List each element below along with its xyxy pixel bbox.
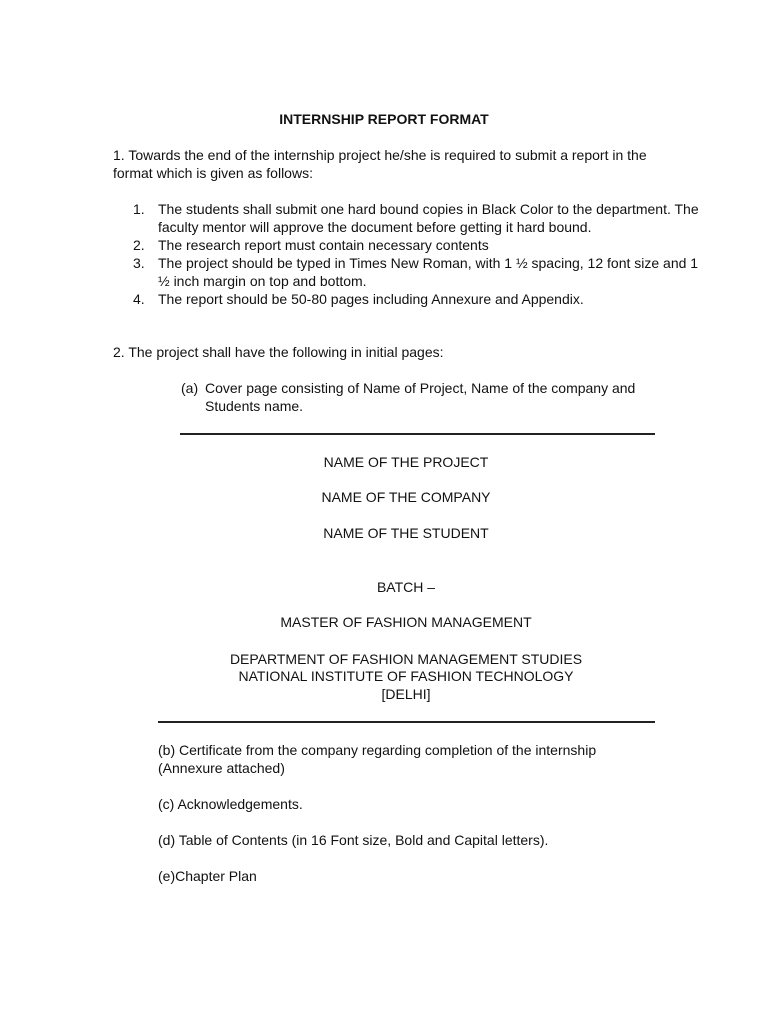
list-item-number: 1.	[133, 201, 145, 217]
list-item	[133, 290, 703, 308]
list-item	[133, 254, 703, 290]
cover-batch: BATCH –	[376, 579, 436, 595]
list-item	[133, 200, 703, 236]
list-item-text: The project should be typed in Times New Roman, with 1 ½ spacing, 12 font size and 1 ½ inch margin on top and bottom.	[158, 255, 699, 289]
cover-top-divider	[180, 433, 655, 435]
item-a	[181, 379, 651, 415]
list-item-number: 4.	[133, 291, 145, 307]
item-a-text: Cover page consisting of Name of Project, Name of the company and Students name.	[205, 380, 636, 414]
item-b: (b) Certificate from the company regarding completion of the internship (Annexure attached)	[158, 742, 597, 776]
section-1-intro: 1. Towards the end of the internship project he/she is required to submit a report in the format which is given as follows:	[113, 147, 647, 181]
list-item-number: 3.	[133, 255, 145, 271]
list-item-text: The research report must contain necessary contents	[158, 237, 489, 253]
document-title: INTERNSHIP REPORT FORMAT	[279, 111, 489, 127]
cover-department: DEPARTMENT OF FASHION MANAGEMENT STUDIES	[229, 651, 583, 667]
requirements-list	[113, 200, 703, 308]
cover-student-name: NAME OF THE STUDENT	[323, 525, 489, 541]
list-item-text: The students shall submit one hard bound copies in Black Color to the department. The faculty mentor will approve the document before getting it hard bound.	[158, 201, 699, 235]
item-d: (d) Table of Contents (in 16 Font size, Bold and Capital letters).	[158, 832, 549, 848]
item-e: (e)Chapter Plan	[158, 868, 257, 884]
item-c: (c) Acknowledgements.	[158, 796, 303, 812]
cover-company-name: NAME OF THE COMPANY	[321, 489, 491, 505]
section-2-intro: 2. The project shall have the following in initial pages:	[113, 344, 444, 360]
cover-institute: NATIONAL INSTITUTE OF FASHION TECHNOLOGY	[238, 668, 574, 684]
list-item-number: 2.	[133, 237, 145, 253]
cover-bottom-divider	[158, 721, 655, 723]
list-item	[133, 236, 703, 254]
item-a-label: (a)	[181, 380, 199, 396]
cover-location: [DELHI]	[381, 686, 431, 702]
list-item-text: The report should be 50-80 pages including Annexure and Appendix.	[158, 291, 584, 307]
cover-program: MASTER OF FASHION MANAGEMENT	[280, 614, 532, 630]
cover-project-name: NAME OF THE PROJECT	[323, 454, 489, 470]
